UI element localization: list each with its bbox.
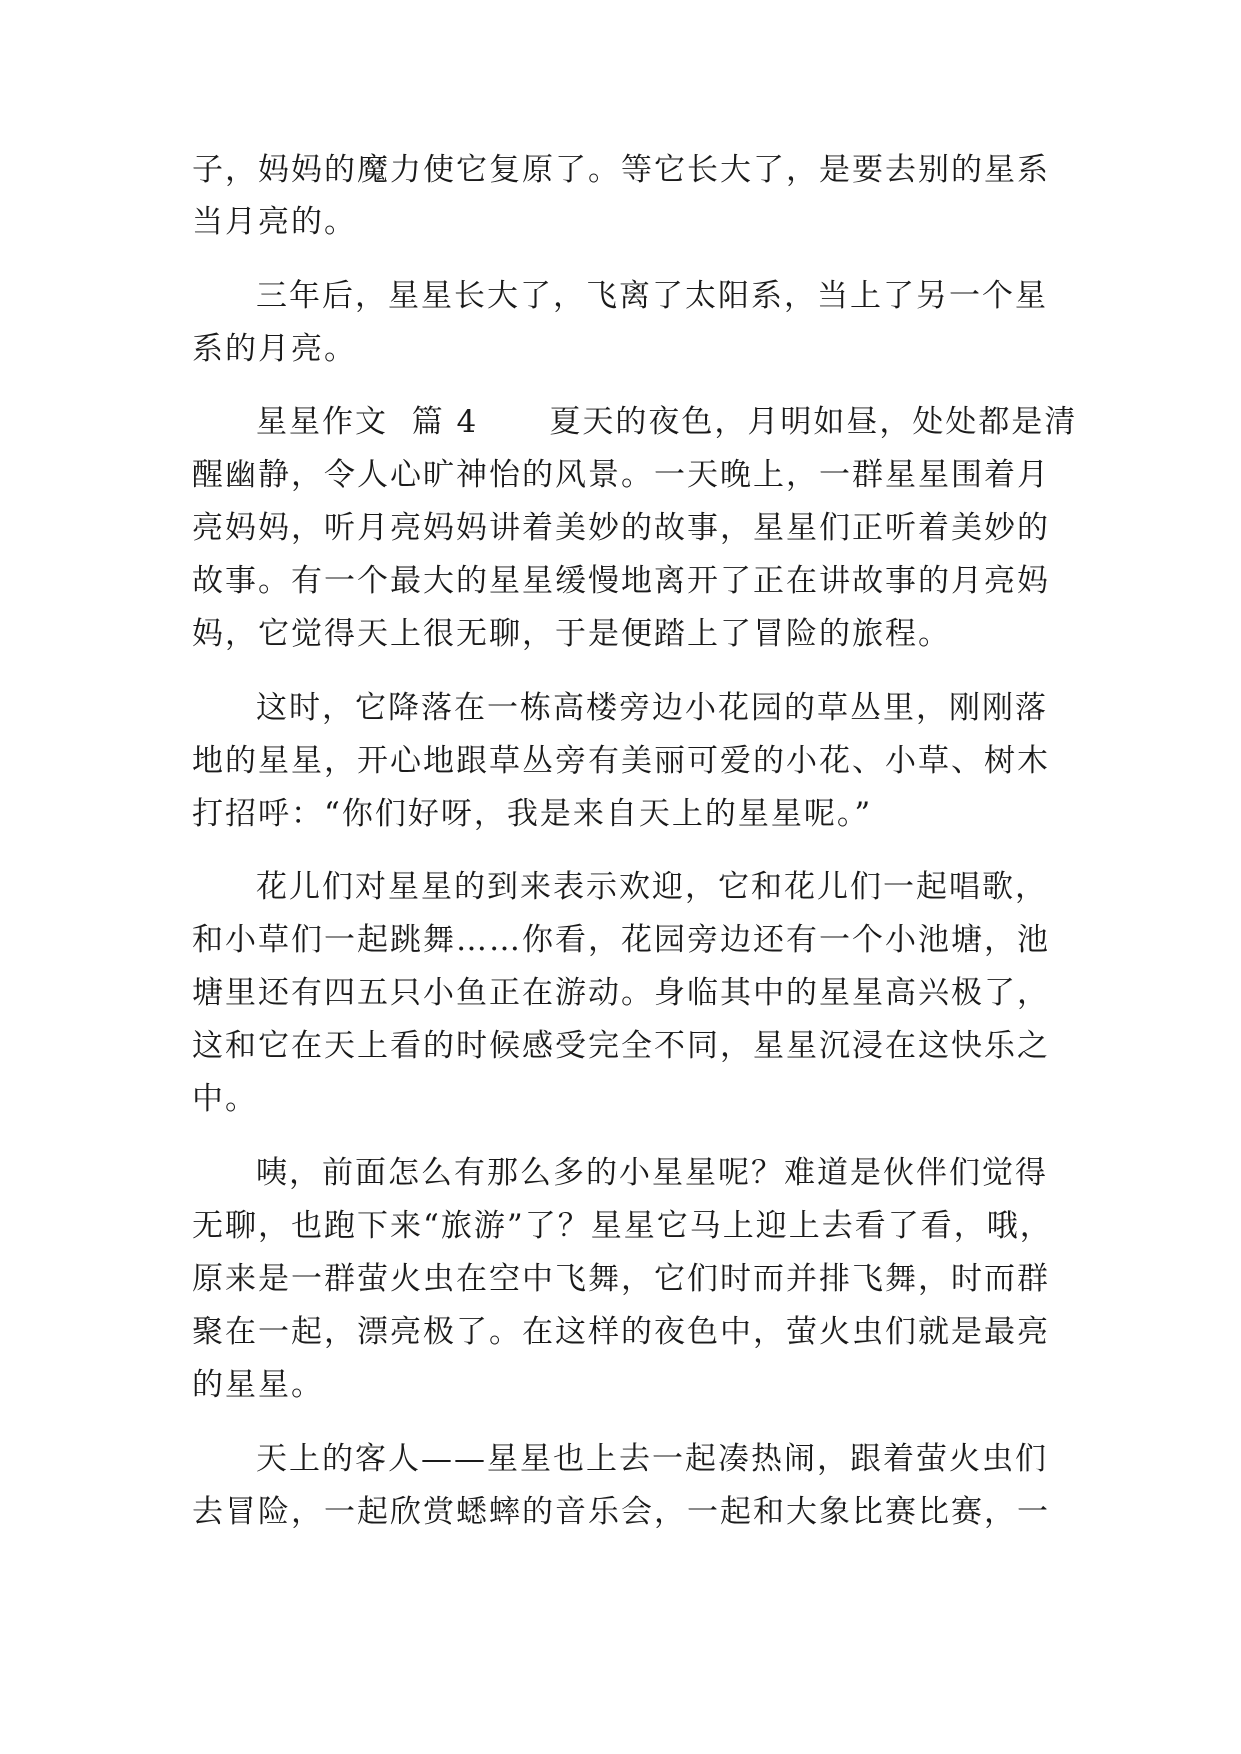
text-line: 这时，它降落在一栋高楼旁边小花园的草丛里，刚刚落 xyxy=(256,690,1048,726)
text-line: 当月亮的。 xyxy=(192,204,357,240)
text-line: 咦，前面怎么有那么多的小星星呢？难道是伙伴们觉得 xyxy=(256,1155,1048,1191)
text-line: 妈，它觉得天上很无聊，于是便踏上了冒险的旅程。 xyxy=(192,616,951,652)
text-line: 醒幽静，令人心旷神怡的风景。一天晚上，一群星星围着月 xyxy=(192,457,1050,493)
text-line: 天上的客人——星星也上去一起凑热闹，跟着萤火虫们 xyxy=(256,1441,1048,1477)
text-line: 无聊，也跑下来“旅游”了？星星它马上迎上去看了看，哦， xyxy=(192,1208,1053,1244)
text-line: 故事。有一个最大的星星缓慢地离开了正在讲故事的月亮妈 xyxy=(192,563,1050,599)
text-line: 花儿们对星星的到来表示欢迎，它和花儿们一起唱歌， xyxy=(256,869,1048,905)
text-line: 地的星星，开心地跟草丛旁有美丽可爱的小花、小草、树木 xyxy=(192,743,1050,779)
text-line: 原来是一群萤火虫在空中飞舞，它们时而并排飞舞，时而群 xyxy=(192,1261,1050,1297)
text-line: 的星星。 xyxy=(192,1367,324,1403)
text-line: 打招呼：“你们好呀，我是来自天上的星星呢。” xyxy=(192,796,873,832)
text-line: 星星作文 篇 4 夏天的夜色，月明如昼，处处都是清 xyxy=(256,404,1078,440)
text-line: 聚在一起，漂亮极了。在这样的夜色中，萤火虫们就是最亮 xyxy=(192,1314,1050,1350)
text-line: 三年后，星星长大了，飞离了太阳系，当上了另一个星 xyxy=(256,278,1048,314)
text-line: 塘里还有四五只小鱼正在游动。身临其中的星星高兴极了， xyxy=(192,975,1050,1011)
text-line: 这和它在天上看的时候感受完全不同，星星沉浸在这快乐之 xyxy=(192,1028,1050,1064)
text-line: 和小草们一起跳舞……你看，花园旁边还有一个小池塘，池 xyxy=(192,922,1050,958)
text-line: 去冒险，一起欣赏蟋蟀的音乐会，一起和大象比赛比赛，一 xyxy=(192,1494,1050,1530)
text-line: 亮妈妈，听月亮妈妈讲着美妙的故事，星星们正听着美妙的 xyxy=(192,510,1050,546)
text-line: 系的月亮。 xyxy=(192,331,357,367)
text-line: 子，妈妈的魔力使它复原了。等它长大了，是要去别的星系 xyxy=(192,152,1050,188)
text-line: 中。 xyxy=(192,1081,258,1117)
